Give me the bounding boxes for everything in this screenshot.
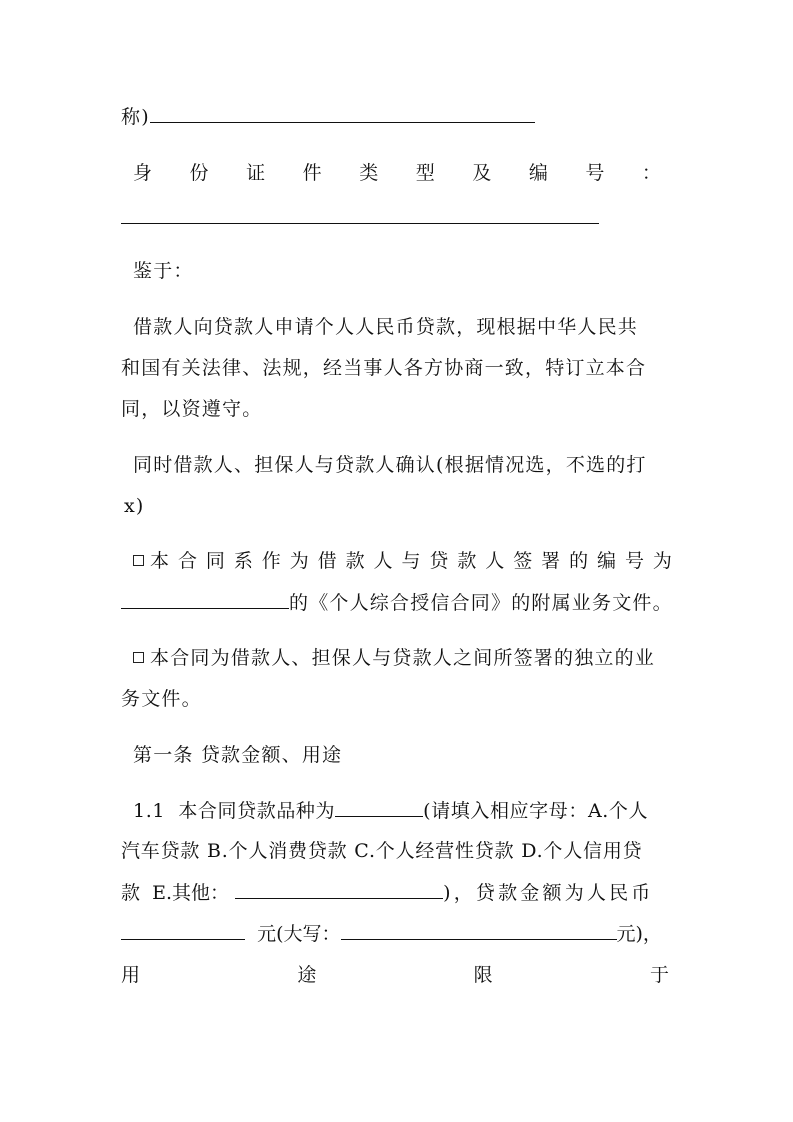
text-para1-line2: 和国有关法律、法规，经当事人各方协商一致，特订立本合	[121, 357, 647, 379]
blank-id-number	[121, 204, 599, 224]
checkbox-option2[interactable]	[133, 652, 144, 663]
line-option2: 本合同为借款人、担保人与贷款人之间所签署的独立的业	[133, 645, 685, 671]
text-whereas: 鉴于：	[133, 260, 194, 282]
line-option1: 本 合 同 系 作 为 借 款 人 与 贷 款 人 签 署 的 编 号 为	[133, 548, 672, 574]
line-purpose: 用 途 限 于	[121, 964, 669, 986]
checkbox-option1[interactable]	[133, 555, 144, 566]
text-para2-line2: x)	[124, 495, 145, 517]
line-amount: 元(大写： 元)，	[121, 920, 673, 947]
heading-article1: 第一条 贷款金额、用途	[133, 744, 343, 766]
text-option2-end: 务文件。	[121, 688, 202, 710]
blank-contract-number	[121, 589, 289, 609]
blank-amount	[121, 920, 245, 940]
blank-other	[235, 879, 443, 899]
line-name-end	[121, 103, 673, 130]
line-other-amount: 款 E.其他： )，贷款金额为人民币	[121, 879, 673, 906]
blank-loan-type	[335, 797, 423, 817]
blank-amount-words	[341, 920, 617, 940]
line-id-type: 身 份 证 件 类 型 及 编 号 ：	[133, 162, 661, 184]
line-id-blank	[121, 204, 673, 231]
text-para1-line1: 借款人向贷款人申请个人人民币贷款，现根据中华人民共	[133, 316, 639, 338]
blank-name	[150, 103, 535, 123]
text-loan-types: 汽车贷款 B.个人消费贷款 C.个人经营性贷款 D.个人信用贷	[121, 840, 643, 862]
text-para1-line3: 同，以资遵守。	[121, 398, 263, 420]
line-1-1: 1.1 本合同贷款品种为 (请填入相应字母：A.个人	[133, 797, 685, 824]
line-option1-end: 的《个人综合授信合同》的附属业务文件。	[121, 589, 673, 616]
text-name-suffix: 称)	[121, 106, 150, 128]
text-para2-line1: 同时借款人、担保人与贷款人确认(根据情况选，不选的打	[133, 454, 647, 476]
